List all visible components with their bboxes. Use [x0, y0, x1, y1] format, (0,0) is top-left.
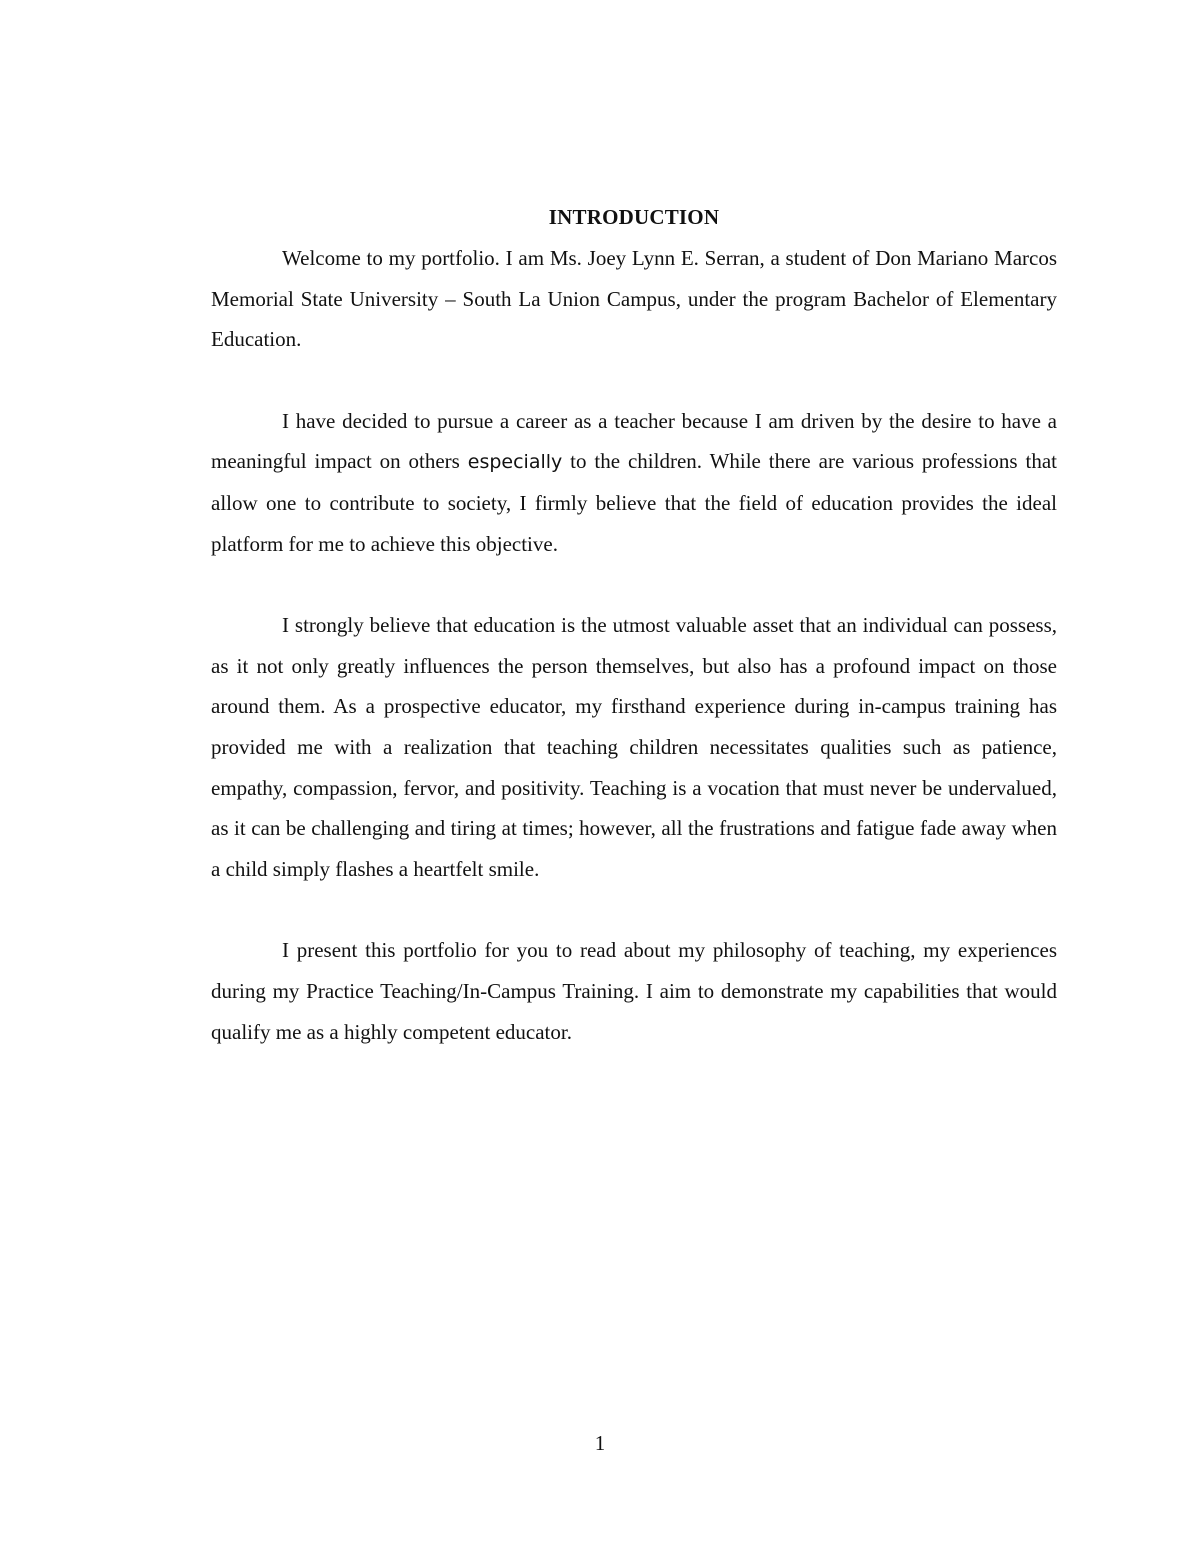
page-title: INTRODUCTION: [548, 205, 720, 229]
paragraph-portfolio-purpose: I present this portfolio for you to read about my philosophy of teaching, my experiences during my Practice Teaching/In-Campus Training. I aim to demonstrate my capabilities that would qualify me as a highly competent educator.: [211, 938, 1057, 1044]
paragraph-text: to the children. While there are various professions that allow one to contribute to society, I firmly believe that the field of education provides the ideal platform for me to achieve this objective.: [211, 449, 1057, 556]
page-content: [211, 201, 1057, 1093]
emphasized-word: especially: [467, 451, 563, 474]
paragraph-welcome: Welcome to my portfolio. I am Ms. Joey Lynn E. Serran, a student of Don Mariano Marcos Memorial State University – South La Union Campus, under the program Bachelor of Elementary Education.: [211, 246, 1057, 352]
paragraph-education-value: I strongly believe that education is the utmost valuable asset that an individual can possess, as it not only greatly influences the person themselves, but also has a profound impact on those around them. As a prospective educator, my firsthand experience during in-campus training has provided me with a realization that teaching children necessitates qualities such as patience, empathy, compassion, fervor, and positivity. Teaching is a vocation that must never be undervalued, as it can be challenging and tiring at times; however, all the frustrations and fatigue fade away when a child simply flashes a heartfelt smile.: [211, 613, 1057, 881]
paragraph-career-choice: [211, 401, 1057, 564]
page-number: 1: [594, 1431, 606, 1455]
paragraph-text: I have decided to pursue a career as a teacher because I am driven by the desire to have a meaningful impact on others: [211, 408, 1057, 474]
